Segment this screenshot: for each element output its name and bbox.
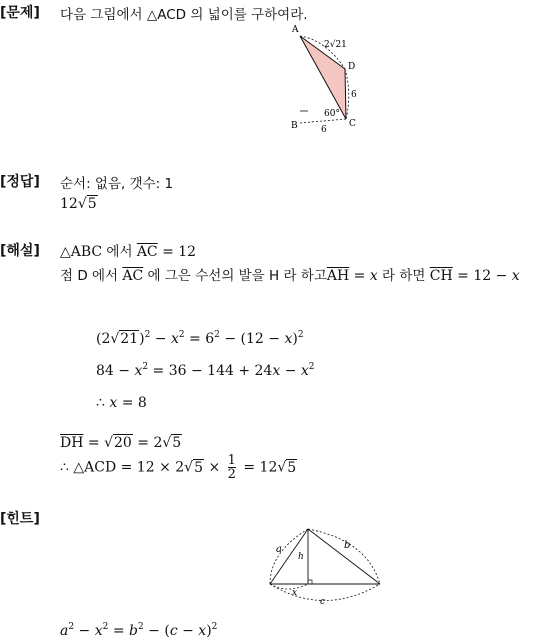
- solution-line2: 점 D 에서 $\overline{AC}$ 에 그은 수선의 발을 H 라 하고$\overline{AH} = x$ 라 하면 $\overline{CH} = 12 - x$: [60, 268, 520, 284]
- side-dc-label: 6: [351, 90, 357, 100]
- right-angle-mark: [308, 580, 312, 584]
- area-equation: ∴ △ACD = 12 × 2√5 × $\frac{1}{2}$ = 12√5: [60, 453, 297, 482]
- answer-label: [정답]: [0, 174, 40, 190]
- problem-question: 다음 그림에서 △ACD 의 넓이를 구하여라.: [60, 7, 308, 23]
- vertex-d-label: D: [348, 62, 356, 72]
- label-x: x: [292, 588, 298, 598]
- side-bc-label: 6: [321, 125, 327, 134]
- label-c: c: [320, 597, 326, 607]
- label-h: h: [298, 552, 304, 562]
- hint-label: [힌트]: [0, 511, 40, 527]
- arc-x: [270, 584, 308, 589]
- solution-label: [해설]: [0, 243, 40, 259]
- side-b: [308, 529, 380, 584]
- equation-3: ∴ x = 8: [96, 395, 147, 411]
- problem-figure: [286, 22, 366, 134]
- dh-equation: $\overline{DH} = √20 = 2√5$: [60, 435, 182, 451]
- equation-2: $84 - x^2 = 36 - 144 + 24x - x^2$: [96, 362, 315, 379]
- vertex-a-label: A: [292, 25, 299, 35]
- solution-line1: △ABC 에서 $\overline{AC} = 12$: [60, 244, 197, 260]
- label-b: b: [344, 540, 351, 551]
- side-ad-label: 2√21: [324, 40, 347, 50]
- hint-formula: $a^2 - x^2 = b^2 - (c - x)^2$: [60, 622, 218, 639]
- segment-bc: [300, 119, 346, 123]
- equation-1: $(2√21)^2 - x^2 = 6^2 - (12 - x)^2$: [96, 330, 304, 347]
- vertex-b-label: B: [291, 121, 298, 131]
- label-a: a: [276, 544, 282, 555]
- answer-order-text: 순서: 없음, 갯수: 1: [60, 176, 174, 192]
- angle-c-label: 60°: [324, 109, 340, 119]
- hint-figure: [262, 522, 386, 608]
- answer-value: 12√5: [60, 196, 97, 212]
- vertex-c-label: C: [349, 119, 356, 129]
- problem-label: [문제]: [0, 5, 40, 21]
